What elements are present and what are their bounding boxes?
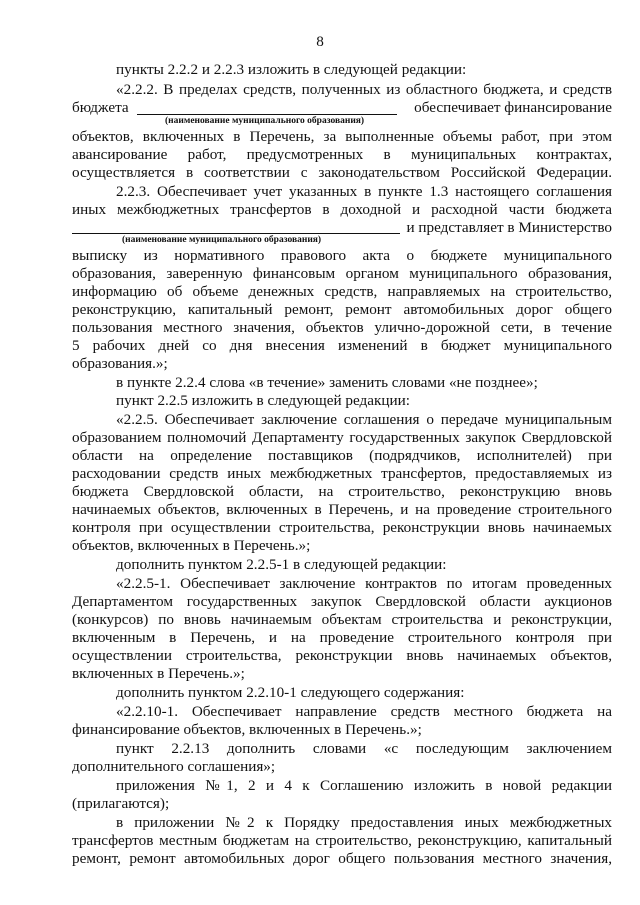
text-line: осуществляется в соответствии с законодательством Российской Федерации. [72, 164, 612, 181]
text-line: в приложении №2 к Порядку предоставления иных межбюджетных [116, 814, 612, 831]
text-line: образованием полномочий Департаменту государственных закупок Свердловской [72, 429, 612, 446]
text-line: обеспечивает финансирование [414, 99, 612, 116]
text-line: образования.»; [72, 355, 168, 372]
text-line: реконструкцию, капитальный ремонт, ремонт автомобильных дорог общего [72, 301, 612, 318]
text-line: приложения №1, 2 и 4 к Соглашению изложить в новой редакции [116, 777, 612, 794]
fill-in-underline [137, 114, 397, 115]
page-number: 8 [316, 33, 324, 50]
text-line: информацию об объеме денежных средств, направляемых на строительство, [72, 283, 612, 300]
field-caption: (наименование муниципального образования) [165, 116, 365, 126]
text-line: пользования местного значения, объектов улично-дорожной сети, в течение [72, 319, 612, 336]
text-line: «2.2.5. Обеспечивает заключение соглашения о передаче муниципальным [116, 411, 612, 428]
text-line: трансфертов местным бюджетам на строительство, реконструкцию, капитальный [72, 832, 612, 849]
text-line: Департаментом государственных закупок Свердловской области аукционов [72, 593, 612, 610]
text-line: контроля при осуществлении строительства, реконструкции вновь начинаемых [72, 519, 612, 536]
text-line: в пункте 2.2.4 слова «в течение» заменить словами «не позднее»; [116, 374, 538, 391]
text-line: дополнительного соглашения»; [72, 758, 276, 775]
text-line: дополнить пунктом 2.2.10-1 следующего содержания: [116, 684, 465, 701]
text-line: «2.2.10-1. Обеспечивает направление средств местного бюджета на [116, 703, 612, 720]
text-line: (конкурсов) по вновь начинаемым объектам строительства и реконструкции, [72, 611, 612, 628]
text-line: выписку из нормативного правового акта о бюджете муниципального [72, 247, 612, 264]
text-line: пункт 2.2.5 изложить в следующей редакции: [116, 392, 410, 409]
text-line: расходовании средств иных межбюджетных трансфертов, предоставляемых из [72, 465, 612, 482]
text-line: ремонт, ремонт автомобильных дорог общего пользования местного значения, [72, 850, 612, 867]
text-line: финансирование объектов, включенных в Перечень.»; [72, 721, 422, 738]
text-line: «2.2.5-1. Обеспечивает заключение контрактов по итогам проведенных [116, 575, 612, 592]
text-line: объектов, включенных в Перечень, за выполненные объемы работ, при этом [72, 128, 612, 145]
text-line: 5 рабочих дней со дня внесения изменений в бюджет муниципального [72, 337, 612, 354]
text-line: включенным в Перечень, и на проведение строительного контроля при [72, 629, 612, 646]
text-line: пункты 2.2.2 и 2.2.3 изложить в следующей редакции: [116, 61, 467, 78]
text-line: дополнить пунктом 2.2.5-1 в следующей редакции: [116, 556, 447, 573]
text-line: иных межбюджетных трансфертов в доходной и расходной части бюджета [72, 201, 612, 218]
text-line: «2.2.2. В пределах средств, полученных из областного бюджета, и средств [116, 81, 612, 98]
fill-in-underline [72, 233, 400, 234]
text-line: (прилагаются); [72, 795, 170, 812]
text-line: включенных в Перечень.»; [72, 665, 245, 682]
text-line: осуществлении строительства, реконструкции вновь начинаемых объектов, [72, 647, 612, 664]
text-line: начинаемых объектов, включенных в Перечень, и на проведение строительного [72, 501, 612, 518]
text-line: 2.2.3. Обеспечивает учет указанных в пункте 1.3 настоящего соглашения [116, 183, 612, 200]
text-line: образования, заверенную финансовым органом муниципального образования, [72, 265, 612, 282]
text-line: пункт 2.2.13 дополнить словами «с последующим заключением [116, 740, 612, 757]
text-line: бюджета Свердловской области, на строительство, реконструкцию вновь [72, 483, 612, 500]
text-line: авансирование работ, предусмотренных в муниципальных контрактах, [72, 146, 612, 163]
text-line: объектов, включенных в Перечень.»; [72, 537, 311, 554]
text-line: и представляет в Министерство [406, 219, 612, 236]
text-line: бюджета [72, 99, 129, 116]
field-caption: (наименование муниципального образования) [122, 235, 322, 245]
text-line: области на определение поставщиков (подрядчиков, исполнителей) при [72, 447, 612, 464]
